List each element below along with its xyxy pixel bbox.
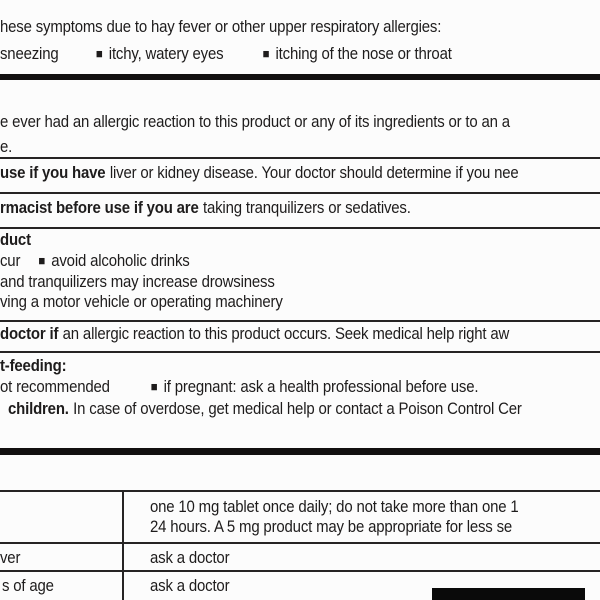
directions-row3-age: s of age (2, 576, 54, 595)
section-rule (0, 320, 600, 322)
directions-row2-age: ver (0, 548, 21, 567)
section-rule (0, 157, 600, 159)
pregnancy-heading: t-feeding: (0, 356, 67, 375)
section-rule (0, 227, 600, 229)
cropped-black-bar (432, 588, 585, 600)
directions-row2-dose: ask a doctor (150, 548, 230, 567)
table-column-divider (122, 490, 124, 600)
stop-use-line: doctor if an allergic reaction to this product occurs. Seek medical help right aw (0, 324, 510, 343)
when-using-item2: and tranquilizers may increase drowsiness (0, 272, 275, 291)
directions-row3-dose: ask a doctor (150, 576, 230, 595)
when-using-heading: duct (0, 230, 31, 249)
bullet-icon: ■ (95, 46, 103, 61)
section-divider-thick (0, 448, 600, 455)
symptom-itching-nose: itching of the nose or throat (275, 44, 452, 63)
ask-doctor-line: use if you have liver or kidney disease. Your doctor should determine if you nee (0, 163, 519, 182)
ask-pharmacist-line: rmacist before use if you are taking tranquilizers or sedatives. (0, 198, 411, 217)
table-border-top (0, 490, 600, 492)
section-rule (0, 351, 600, 353)
table-row-border (0, 570, 600, 572)
pregnancy-items: ot recommended ■ if pregnant: ask a health professional before use. (0, 377, 479, 396)
bullet-icon: ■ (150, 379, 158, 394)
directions-row1-dose-line2: 24 hours. A 5 mg product may be appropriate for less se (150, 517, 513, 536)
symptom-itchy-eyes: itchy, watery eyes (108, 44, 224, 63)
directions-row1-dose-line1: one 10 mg tablet once daily; do not take more than one 1 (150, 497, 519, 516)
when-using-item3: ving a motor vehicle or operating machinery (0, 292, 283, 311)
uses-symptom-list (0, 44, 452, 65)
bullet-icon: ■ (38, 253, 46, 268)
keep-out-of-reach-line: children. In case of overdose, get medical help or contact a Poison Control Cer (8, 399, 522, 418)
table-row-border (0, 542, 600, 544)
when-using-item1: cur ■ avoid alcoholic drinks (0, 251, 190, 270)
symptom-sneezing: sneezing (0, 44, 59, 63)
do-not-use-line1: e ever had an allergic reaction to this product or any of its ingredients or to an a (0, 112, 510, 131)
section-divider-thick (0, 74, 600, 80)
bullet-icon: ■ (262, 46, 270, 61)
do-not-use-line2: e. (0, 137, 13, 156)
section-rule (0, 192, 600, 194)
uses-intro-text: hese symptoms due to hay fever or other upper respiratory allergies: (0, 17, 442, 36)
